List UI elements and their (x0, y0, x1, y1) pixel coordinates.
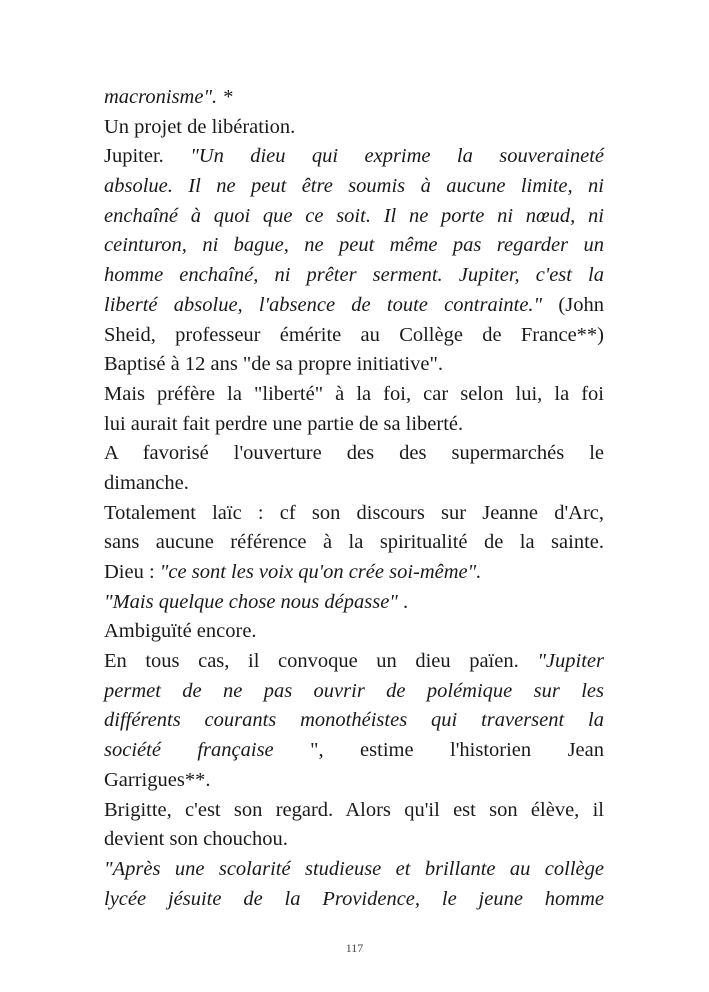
text-line (104, 439, 604, 469)
italic-text-segment: "Un dieu qui exprime la souveraineté (190, 145, 604, 168)
text-line (104, 113, 604, 143)
text-segment: En tous cas, il convoque un dieu païen. (104, 650, 538, 673)
text-segment: Ambiguïté encore. (104, 620, 257, 643)
text-line (104, 380, 604, 410)
text-line (104, 410, 604, 440)
text-line (104, 261, 604, 291)
text-line (104, 499, 604, 529)
text-line (104, 231, 604, 261)
text-segment: devient son chouchou. (104, 828, 288, 851)
text-segment: Jupiter. (104, 145, 191, 168)
italic-text-segment: lycée jésuite de la Providence, le jeune homme (104, 887, 604, 910)
text-segment: Mais préfère la "liberté" à la foi, car selon lui, la foi (104, 382, 604, 405)
page-number: 117 (345, 941, 364, 955)
text-segment: Un projet de libération. (104, 115, 296, 138)
text-line (104, 617, 604, 647)
text-segment: A favorisé l'ouverture des des supermarchés le (104, 442, 604, 465)
italic-text-segment: permet de ne pas ouvrir de polémique sur les (104, 679, 604, 702)
text-line (104, 855, 604, 885)
italic-text-segment: différents courants monothéistes qui traversent la (104, 709, 604, 732)
text-line (104, 321, 604, 351)
text-line (104, 677, 604, 707)
text-line (104, 588, 604, 618)
italic-text-segment: ceinturon, ni bague, ne peut même pas regarder un (104, 234, 604, 257)
text-line (104, 83, 604, 113)
text-line (104, 706, 604, 736)
text-line (104, 142, 604, 172)
text-line (104, 350, 604, 380)
italic-text-segment: "Après une scolarité studieuse et brillante au collège (104, 857, 604, 880)
text-line (104, 796, 604, 826)
text-segment: dimanche. (104, 471, 189, 494)
text-line (104, 469, 604, 499)
text-segment: ", estime l'historien Jean (310, 739, 605, 762)
italic-text-segment: homme enchaîné, ni prêter serment. Jupiter, c'est la (104, 264, 604, 287)
text-segment: Totalement laïc : cf son discours sur Jeanne d'Arc, (104, 501, 604, 524)
italic-text-segment: liberté absolue, l'absence de toute contrainte." (104, 293, 543, 316)
italic-text-segment: société française (104, 739, 311, 762)
text-segment: Sheid, professeur émérite au Collège de France**) (104, 323, 604, 346)
italic-text-segment: enchaîné à quoi que ce soit. Il ne porte ni nœud, ni (104, 204, 604, 227)
text-line (104, 172, 604, 202)
text-line (104, 558, 604, 588)
italic-text-segment: "ce sont les voix qu'on crée soi-même". (159, 561, 482, 583)
text-line (104, 736, 604, 766)
text-line (104, 885, 604, 915)
text-line (104, 202, 604, 232)
text-segment: Brigitte, c'est son regard. Alors qu'il est son élève, il (104, 798, 604, 821)
text-segment: Dieu : (104, 561, 160, 583)
text-line (104, 647, 604, 677)
italic-text-segment: "Mais quelque chose nous dépasse" (104, 590, 398, 613)
italic-text-segment: "Jupiter (537, 650, 604, 673)
text-segment: . (397, 590, 409, 613)
text-segment: Garrigues**. (104, 768, 211, 791)
text-line (104, 291, 604, 321)
text-segment: (John (542, 293, 604, 316)
text-line (104, 766, 604, 796)
italic-text-segment: macronisme". * (104, 86, 233, 108)
text-line (104, 528, 604, 558)
text-segment: lui aurait fait perdre une partie de sa liberté. (104, 412, 464, 435)
text-segment: sans aucune référence à la spiritualité de la sainte. (104, 531, 604, 554)
italic-text-segment: absolue. Il ne peut être soumis à aucune limite, ni (104, 175, 604, 198)
page-body-text (104, 83, 604, 914)
text-segment: Baptisé à 12 ans "de sa propre initiative". (104, 353, 443, 376)
text-line (104, 825, 604, 855)
